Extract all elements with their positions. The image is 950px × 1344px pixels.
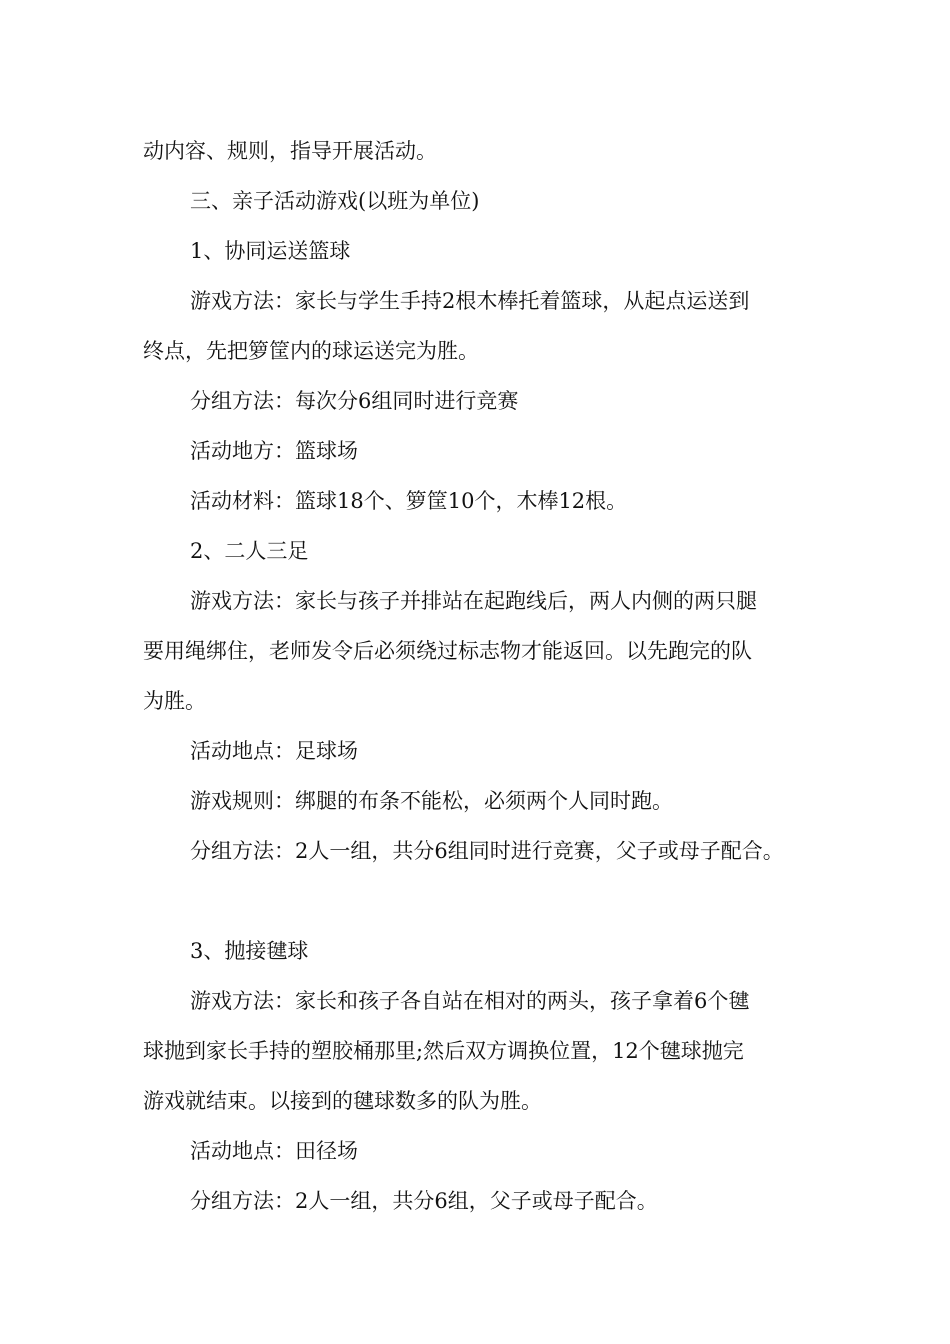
paragraph-line: 游戏方法：家长和孩子各自站在相对的两头，孩子拿着6个毽 <box>190 989 750 1013</box>
paragraph-line: 动内容、规则，指导开展活动。 <box>143 139 437 163</box>
game-heading-shuttlecock: 3、抛接毽球 <box>190 939 309 963</box>
paragraph-line: 游戏方法：家长与孩子并排站在起跑线后，两人内侧的两只腿 <box>190 589 757 613</box>
paragraph-line: 终点，先把箩筐内的球运送完为胜。 <box>143 339 479 363</box>
paragraph-line: 为胜。 <box>143 689 206 713</box>
paragraph-line: 分组方法：每次分6组同时进行竞赛 <box>190 389 519 413</box>
paragraph-line: 游戏就结束。以接到的毽球数多的队为胜。 <box>143 1089 542 1113</box>
paragraph-line: 游戏方法：家长与学生手持2根木棒托着篮球，从起点运送到 <box>190 289 750 313</box>
game-heading-three-legged: 2、二人三足 <box>190 539 309 563</box>
paragraph-line: 分组方法：2人一组，共分6组，父子或母子配合。 <box>190 1189 658 1213</box>
paragraph-line: 活动地点：田径场 <box>190 1139 358 1163</box>
paragraph-line: 游戏规则：绑腿的布条不能松，必须两个人同时跑。 <box>190 789 673 813</box>
paragraph-line: 球抛到家长手持的塑胶桶那里;然后双方调换位置，12个毽球抛完 <box>143 1039 744 1063</box>
paragraph-line: 活动地方：篮球场 <box>190 439 358 463</box>
game-heading-basketball: 1、协同运送篮球 <box>190 239 351 263</box>
paragraph-line: 分组方法：2人一组，共分6组同时进行竞赛，父子或母子配合。 <box>190 839 784 863</box>
paragraph-line: 活动地点：足球场 <box>190 739 358 763</box>
section-heading-parent-child-games: 三、亲子活动游戏(以班为单位) <box>190 189 480 213</box>
paragraph-line: 活动材料：篮球18个、箩筐10个，木棒12根。 <box>190 489 628 513</box>
paragraph-line: 要用绳绑住，老师发令后必须绕过标志物才能返回。以先跑完的队 <box>143 639 752 663</box>
